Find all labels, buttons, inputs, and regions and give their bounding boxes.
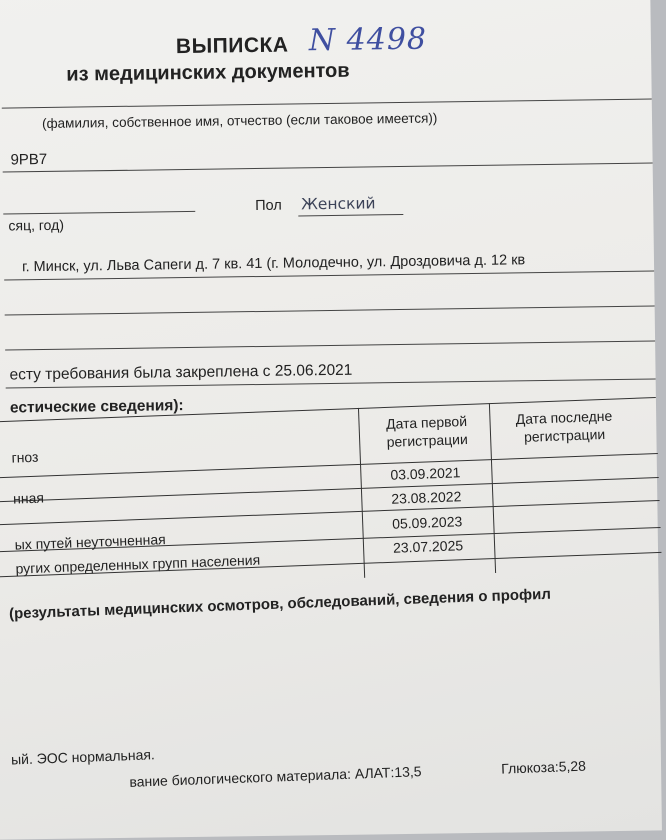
table-cell-diagnosis: ругих определенных групп населения	[15, 551, 261, 577]
birth-caption: сяц, год)	[8, 216, 65, 234]
table-header-line	[0, 453, 658, 479]
name-value: 9PB7	[10, 150, 48, 169]
table-cell-diagnosis: ых путей неуточненная	[14, 531, 166, 553]
attached-text: есту требования была закреплена с 25.06.2021	[9, 361, 353, 384]
table-cell-first-date: 23.07.2025	[392, 537, 464, 556]
ecg-text: ый. ЭОС нормальная.	[10, 746, 156, 768]
table-header-first-date: Дата первой регистрации	[385, 412, 469, 450]
diagnosis-table	[0, 395, 662, 590]
table-cell-first-date: 23.08.2022	[390, 488, 462, 507]
table-cell-first-date: 03.09.2021	[390, 464, 461, 483]
document-title: ВЫПИСКА	[175, 33, 289, 59]
blank-line-1	[5, 305, 655, 315]
birth-line	[3, 211, 195, 215]
table-row-line	[0, 500, 660, 526]
sex-value: Женский	[301, 194, 376, 214]
table-header-diagnosis: гноз	[11, 448, 39, 466]
document-subtitle: из медицинских документов	[66, 59, 350, 86]
name-value-line	[3, 162, 653, 172]
sex-line	[298, 214, 403, 216]
name-line	[2, 98, 652, 108]
results-line: (результаты медицинских осмотров, обследований, сведения о профил	[8, 585, 552, 623]
document-number-handwritten: N 4498	[308, 21, 428, 59]
address-value: г. Минск, ул. Льва Сапеги д. 7 кв. 41 (г. Молодечно, ул. Дроздовича д. 12 кв	[21, 252, 526, 276]
table-cell-first-date: 05.09.2023	[391, 513, 463, 532]
sex-label: Пол	[255, 197, 282, 215]
glucose-text: Глюкоза:5,28	[500, 757, 587, 777]
name-caption: (фамилия, собственное имя, отчество (если таковое имеется))	[41, 110, 438, 132]
blank-line-2	[5, 340, 655, 350]
table-header-last-date: Дата последне регистрации	[515, 407, 613, 445]
bio-material-text: вание биологического материала: АЛАТ:13,5	[129, 763, 422, 790]
table-row-line	[0, 477, 659, 503]
diag-section-heading: естические сведения):	[9, 397, 184, 417]
table-cell-diagnosis: нная	[12, 489, 45, 507]
